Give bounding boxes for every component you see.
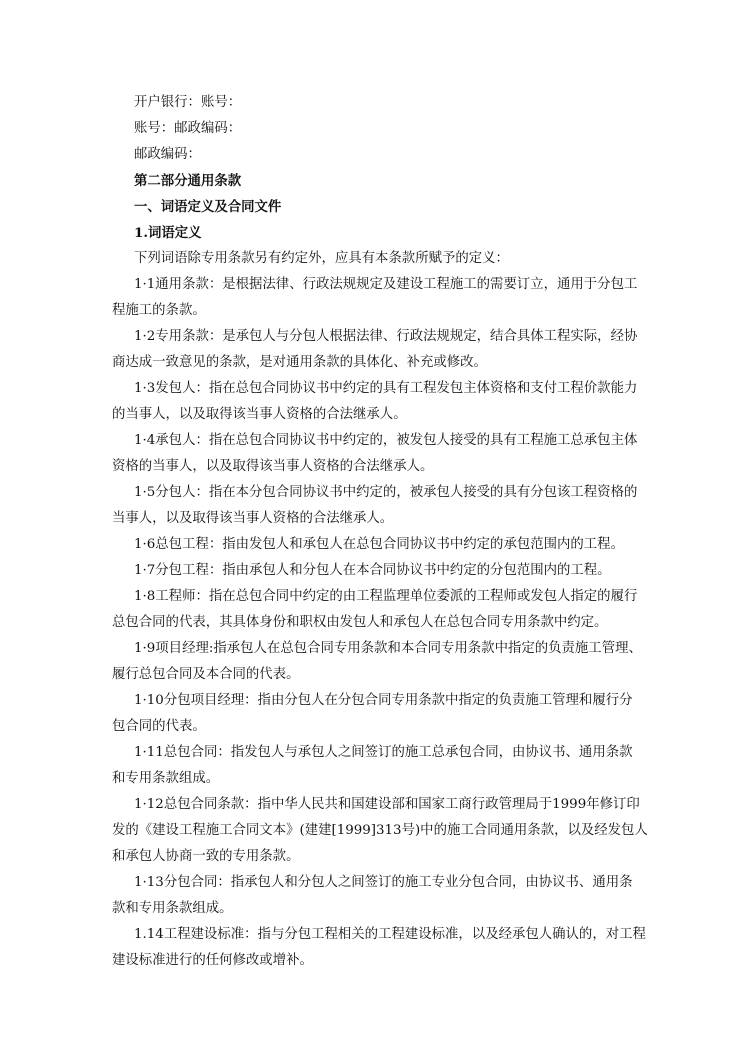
clause-line: 和专用条款组成。 — [112, 771, 220, 786]
clause-line: 和承包人协商一致的专用条款。 — [112, 849, 300, 864]
clause-line: 1·9项目经理:指承包人在总包合同专用条款和本合同专用条款中指定的负责施工管理、 — [134, 641, 642, 656]
clause-line: 1·10分包项目经理：指由分包人在分包合同专用条款中指定的负责施工管理和履行分 — [134, 693, 633, 708]
clause-line: 1·7分包工程：指由承包人和分包人在本合同协议书中约定的分包范围内的工程。 — [134, 563, 611, 578]
part-title: 第二部分通用条款 — [134, 173, 242, 189]
account-line: 账号：邮政编码： — [134, 121, 242, 136]
section-title: 一、词语定义及合同文件 — [134, 199, 282, 215]
clause-line: 包合同的代表。 — [112, 719, 206, 734]
clause-line: 1·1通用条款：是根据法律、行政法规规定及建设工程施工的需要订立，通用于分包工 — [134, 277, 638, 292]
clause-line: 履行总包合同及本合同的代表。 — [112, 667, 300, 682]
clause-line: 资格的当事人，以及取得该当事人资格的合法继承人。 — [112, 459, 434, 474]
intro-text: 下列词语除专用条款另有约定外，应具有本条款所赋予的定义： — [134, 251, 509, 266]
clause-paragraph — [112, 428, 638, 480]
clause-paragraph — [112, 870, 638, 922]
clause-line: 款和专用条款组成。 — [112, 901, 233, 916]
clause-line: 程施工的条款。 — [112, 303, 206, 318]
clause-paragraph — [112, 636, 642, 688]
clause-line: 的当事人，以及取得该当事人资格的合法继承人。 — [112, 407, 407, 422]
clause-line: 1·5分包人：指在本分包合同协议书中约定的，被承包人接受的具有分包该工程资格的 — [134, 485, 638, 500]
clause-paragraph — [112, 922, 646, 974]
clause-line: 1·12总包合同条款：指中华人民共和国建设部和国家工商行政管理局于1999年修订印 — [134, 797, 640, 812]
clause-line: 总包合同的代表，其具体身份和职权由发包人和承包人在总包合同专用条款中约定。 — [112, 615, 608, 630]
clause-line: 1·2专用条款：是承包人与分包人根据法律、行政法规规定，结合具体工程实际，经协 — [134, 329, 638, 344]
clause-paragraph — [112, 584, 638, 636]
clause-line: 1·13分包合同：指承包人和分包人之间签订的施工专业分包合同，由协议书、通用条 — [134, 875, 633, 890]
clause-paragraph — [112, 558, 638, 584]
document-body — [112, 90, 648, 974]
clause-line: 1·3发包人：指在总包合同协议书中约定的具有工程发包主体资格和支付工程价款能力 — [134, 381, 638, 396]
clause-paragraph — [112, 792, 648, 870]
clause-line: 建设标准进行的任何修改或增补。 — [112, 953, 313, 968]
clause-line: 1·6总包工程：指由发包人和承包人在总包合同协议书中约定的承包范围内的工程。 — [134, 537, 624, 552]
clause-line: 当事人，以及取得该当事人资格的合法继承人。 — [112, 511, 394, 526]
clause-paragraph — [112, 324, 638, 376]
clause-paragraph — [112, 376, 638, 428]
clause-line: 1.14工程建设标准：指与分包工程相关的工程建设标准，以及经承包人确认的，对工程 — [134, 927, 646, 942]
subsection-title: 1.词语定义 — [134, 225, 202, 241]
clause-paragraph — [112, 532, 638, 558]
clause-paragraph — [112, 740, 638, 792]
bank-line: 开户银行：账号： — [134, 95, 242, 110]
clause-paragraph — [112, 480, 638, 532]
clause-paragraph — [112, 272, 638, 324]
postcode-line: 邮政编码： — [134, 147, 201, 162]
clause-line: 1·4承包人：指在总包合同协议书中约定的，被发包人接受的具有工程施工总承包主体 — [134, 433, 638, 448]
clause-line: 发的《建设工程施工合同文本》(建建[1999]313号)中的施工合同通用条款，以及经发包人 — [112, 823, 648, 838]
clause-line: 1·8工程师：指在总包合同中约定的由工程监理单位委派的工程师或发包人指定的履行 — [134, 589, 638, 604]
clause-paragraph — [112, 688, 638, 740]
clause-line: 商达成一致意见的条款，是对通用条款的具体化、补充或修改。 — [112, 355, 487, 370]
clause-line: 1·11总包合同：指发包人与承包人之间签订的施工总承包合同，由协议书、通用条款 — [134, 745, 633, 760]
clause-list — [112, 272, 648, 974]
